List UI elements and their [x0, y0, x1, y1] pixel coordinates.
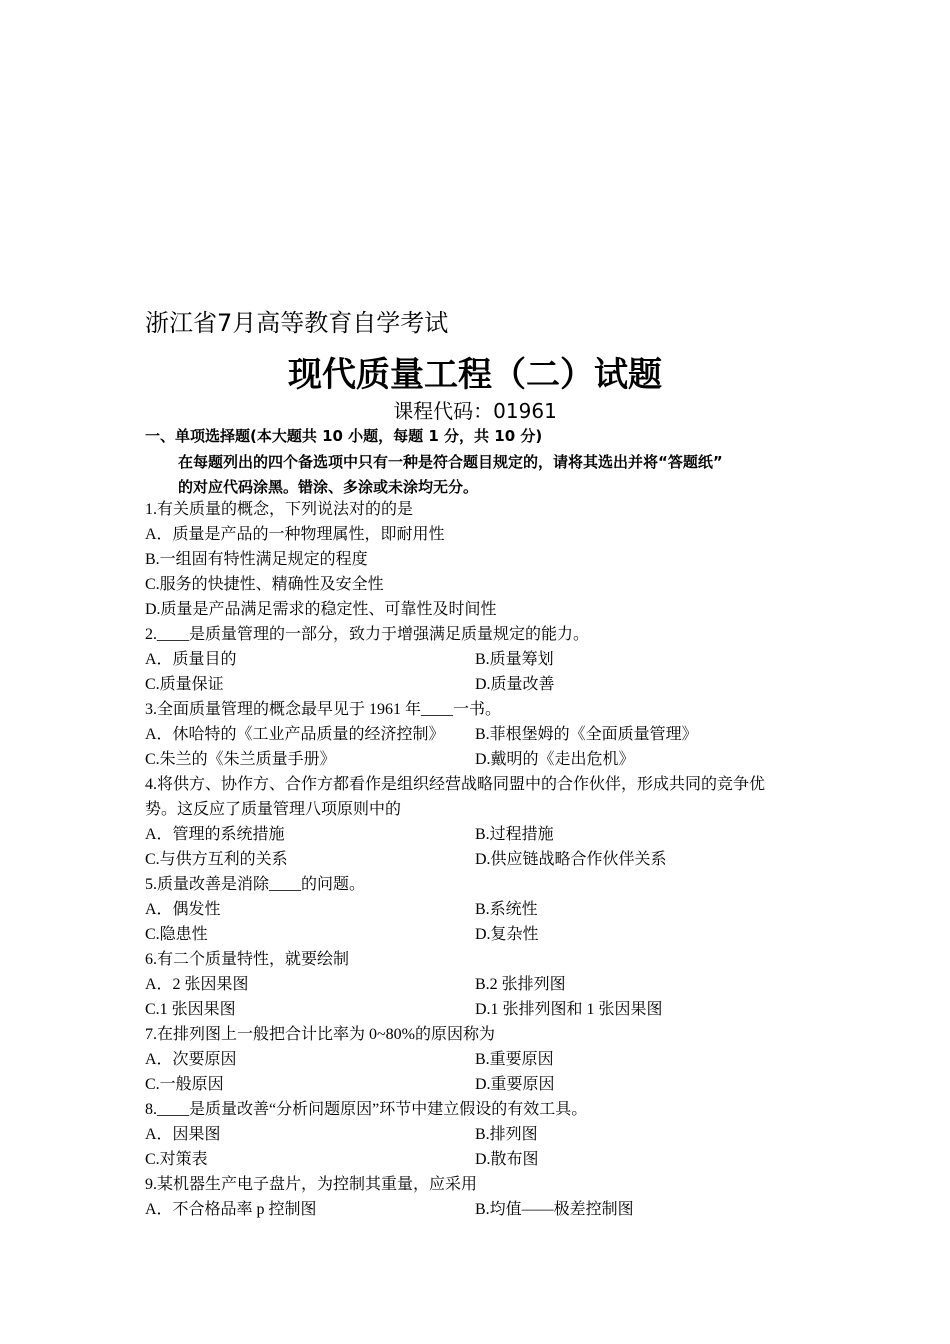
page-title: 现代质量工程（二）试题 — [288, 355, 662, 395]
question-1-option-a: A．质量是产品的一种物理属性，即耐用性 — [145, 526, 445, 543]
question-3-stem: 3.全面质量管理的概念最早见于 1961 年____一书。 — [145, 701, 502, 718]
question-8-options-row2 — [145, 1147, 815, 1172]
question-4-option-b: B.过程措施 — [475, 826, 554, 843]
question-8-stem: 8.____是质量改善“分析问题原因”环节中建立假设的有效工具。 — [145, 1101, 588, 1118]
question-6-stem: 6.有二个质量特性，就要绘制 — [145, 951, 350, 968]
question-8-option-d: D.散布图 — [475, 1151, 539, 1168]
question-4-option-d: D.供应链战略合作伙伴关系 — [475, 851, 667, 868]
question-6-option-a: A．2 张因果图 — [145, 976, 249, 993]
question-list — [145, 497, 815, 1222]
question-1-option-c: C.服务的快捷性、精确性及安全性 — [145, 576, 384, 593]
question-8-option-c: C.对策表 — [145, 1151, 208, 1168]
question-5-option-b: B.系统性 — [475, 901, 538, 918]
question-7-options-row2 — [145, 1072, 815, 1097]
question-7-option-d: D.重要原因 — [475, 1076, 555, 1093]
question-5-stem: 5.质量改善是消除____的问题。 — [145, 876, 366, 893]
question-9-option-b: B.均值——极差控制图 — [475, 1201, 634, 1218]
section-heading: 一、单项选择题(本大题共 10 小题，每题 1 分，共 10 分) — [145, 427, 543, 445]
question-2-stem: 2.____是质量管理的一部分，致力于增强满足质量规定的能力。 — [145, 626, 590, 643]
question-6-options-row2 — [145, 997, 815, 1022]
question-7-option-c: C.一般原因 — [145, 1076, 224, 1093]
course-code: 课程代码：01961 — [393, 399, 557, 423]
question-6-options-row1 — [145, 972, 815, 997]
question-8-option-b: B.排列图 — [475, 1126, 538, 1143]
question-3-option-a: A．休哈特的《工业产品质量的经济控制》 — [145, 726, 445, 743]
question-4-options-row1 — [145, 822, 815, 847]
question-4-stem-line1: 4.将供方、协作方、合作方都看作是组织经营战略同盟中的合作伙伴，形成共同的竞争优 — [145, 776, 766, 793]
question-9-options-row1 — [145, 1197, 815, 1222]
question-7-option-a: A．次要原因 — [145, 1051, 237, 1068]
question-6-option-c: C.1 张因果图 — [145, 1001, 236, 1018]
question-3-options-row1 — [145, 722, 815, 747]
question-8-options-row1 — [145, 1122, 815, 1147]
question-2-option-c: C.质量保证 — [145, 676, 224, 693]
question-9-option-a: A．不合格品率 p 控制图 — [145, 1201, 317, 1218]
question-1-stem: 1.有关质量的概念，下列说法对的的是 — [145, 501, 414, 518]
question-5-option-d: D.复杂性 — [475, 926, 539, 943]
question-1-option-d: D.质量是产品满足需求的稳定性、可靠性及时间性 — [145, 601, 497, 618]
question-5-option-c: C.隐患性 — [145, 926, 208, 943]
question-4-stem-line2: 势。这反应了质量管理八项原则中的 — [145, 801, 402, 818]
question-3-option-c: C.朱兰的《朱兰质量手册》 — [145, 751, 336, 768]
question-5-options-row1 — [145, 897, 815, 922]
exam-name: 浙江省7月高等教育自学考试 — [145, 309, 449, 337]
question-7-options-row1 — [145, 1047, 815, 1072]
question-6-option-b: B.2 张排列图 — [475, 976, 566, 993]
section-instruction-line2: 的对应代码涂黑。错涂、多涂或未涂均无分。 — [178, 478, 479, 496]
question-3-option-d: D.戴明的《走出危机》 — [475, 751, 635, 768]
question-3-option-b: B.菲根堡姆的《全面质量管理》 — [475, 726, 698, 743]
question-5-options-row2 — [145, 922, 815, 947]
question-2-options-row1 — [145, 647, 815, 672]
question-4-option-c: C.与供方互利的关系 — [145, 851, 288, 868]
question-7-option-b: B.重要原因 — [475, 1051, 554, 1068]
section-instruction-line1: 在每题列出的四个备选项中只有一种是符合题目规定的，请将其选出并将“答题纸” — [178, 453, 723, 471]
question-8-option-a: A．因果图 — [145, 1126, 221, 1143]
question-4-options-row2 — [145, 847, 815, 872]
question-3-options-row2 — [145, 747, 815, 772]
question-2-option-d: D.质量改善 — [475, 676, 555, 693]
question-2-option-b: B.质量筹划 — [475, 651, 554, 668]
question-9-stem: 9.某机器生产电子盘片，为控制其重量，应采用 — [145, 1176, 478, 1193]
question-7-stem: 7.在排列图上一般把合计比率为 0~80%的原因称为 — [145, 1026, 495, 1043]
question-4-option-a: A．管理的系统措施 — [145, 826, 285, 843]
question-5-option-a: A．偶发性 — [145, 901, 221, 918]
question-1-option-b: B.一组固有特性满足规定的程度 — [145, 551, 368, 568]
question-6-option-d: D.1 张排列图和 1 张因果图 — [475, 1001, 663, 1018]
question-2-option-a: A．质量目的 — [145, 651, 237, 668]
question-2-options-row2 — [145, 672, 815, 697]
